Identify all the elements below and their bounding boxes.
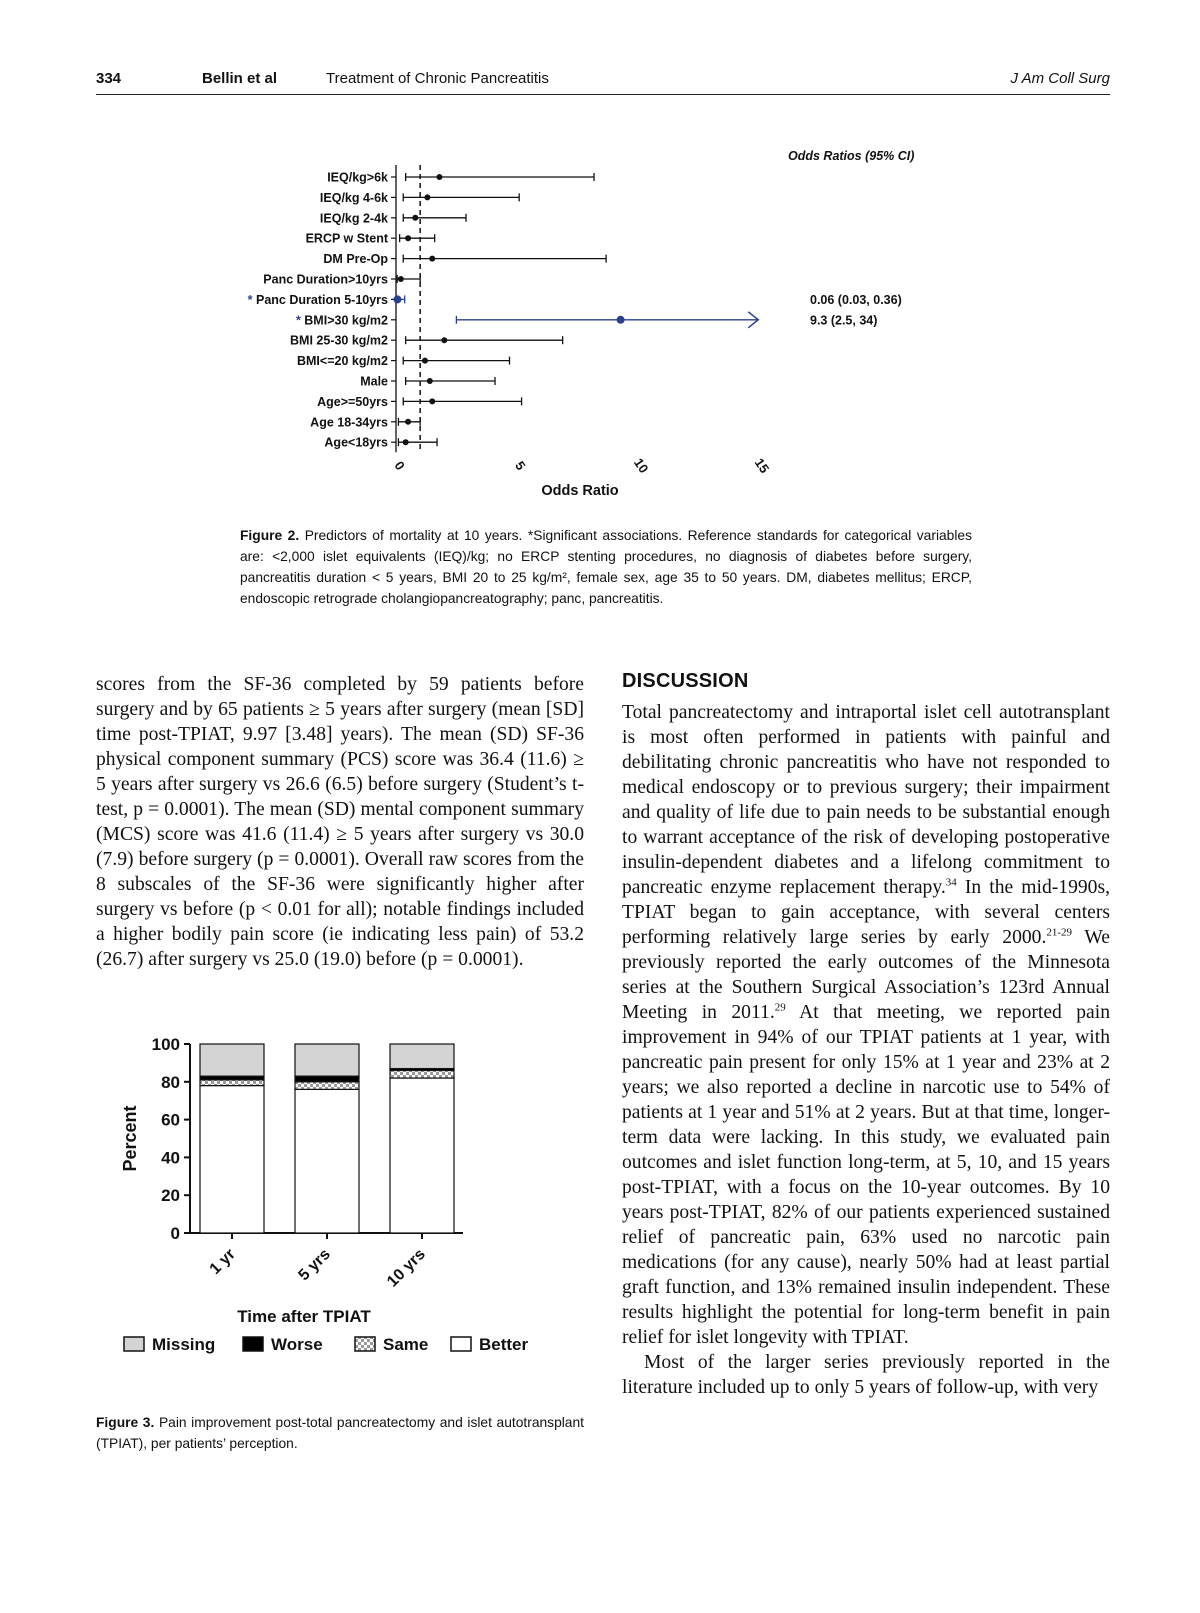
forest-row-label — [306, 232, 389, 246]
point-estimate — [398, 276, 404, 282]
y-tick-label: 0 — [170, 1224, 180, 1243]
figure-3-caption — [96, 1412, 584, 1454]
running-header — [96, 66, 1110, 95]
figure-2-caption — [240, 525, 972, 609]
forest-row-label — [323, 252, 388, 266]
sf36-results-paragraph: scores from the SF-36 completed by 59 patients before surgery and by 65 patients ≥ 5 years after surgery (mean [SD] time post-TPIAT, 9.97 [3.48] years). The mean (SD) SF-36 physical component summary (PCS) score was 36.4 (11.6) ≥ 5 years after surgery vs 26.6 (6.5) before surgery (Student’s t-test, p = 0.0001). The mean (SD) mental component summary (MCS) score was 41.6 (11.4) ≥ 5 years after surgery vs 30.0 (7.9) before surgery (p = 0.0001). Overall raw scores from the 8 subscales of the SF-36 were significantly higher after surgery vs before (p < 0.01 for all); notable findings included a higher bodily pain score (ie indicating less pain) of 53.2 (26.7) after surgery vs 25.0 (19.0) before (p = 0.0001). — [96, 674, 584, 970]
forest-row-label-text: IEQ/kg 2-4k — [319, 211, 388, 226]
citation-ref: 21-29 — [1046, 926, 1073, 939]
point-estimate — [429, 256, 435, 262]
forest-row-label-text: Age>=50yrs — [317, 394, 388, 409]
point-estimate — [422, 358, 428, 364]
legend-label: Worse — [271, 1335, 323, 1354]
figure-3-caption-text: Pain improvement post-total pancreatectomy and islet autotransplant (TPIAT), per patients’ perception. — [96, 1415, 584, 1451]
point-estimate — [424, 194, 430, 200]
journal-name: J Am Coll Surg — [1010, 70, 1110, 87]
left-column-text — [96, 672, 584, 972]
forest-row-label — [263, 273, 388, 287]
y-tick-label: 100 — [151, 1035, 180, 1054]
x-tick-label: 5 — [512, 458, 529, 473]
legend-label: Missing — [152, 1335, 216, 1354]
forest-row-label-text: IEQ/kg>6k — [327, 170, 388, 185]
legend-swatch — [355, 1337, 375, 1351]
forest-row-label — [310, 415, 388, 429]
forest-row-label — [320, 191, 388, 205]
point-estimate — [429, 398, 435, 404]
running-title: Treatment of Chronic Pancreatitis — [326, 70, 549, 87]
significance-star: * — [295, 313, 305, 328]
author-line: Bellin et al — [202, 70, 278, 87]
bar-segment — [295, 1044, 359, 1076]
bar-segment — [295, 1082, 359, 1090]
forest-row-label-text: BMI 25-30 kg/m2 — [290, 333, 388, 348]
forest-row-label — [248, 293, 388, 307]
bar-segment — [200, 1086, 264, 1233]
x-tick-label: 10 — [630, 455, 652, 476]
figure-3-bar-chart — [118, 1035, 590, 1405]
legend-label: Better — [479, 1335, 529, 1354]
discussion-text-segment: We previously reported the early outcomes of the Minnesota series at the Southern Surgical Association’s 123rd Annual Meeting in 2011. — [622, 927, 1110, 1023]
bar-segment — [200, 1080, 264, 1086]
point-estimate — [405, 235, 411, 241]
discussion-text-segment: In the mid-1990s, TPIAT began to gain acceptance, with several centers performing relatively large series by early 2000. — [622, 877, 1111, 948]
x-axis-label: Odds Ratio — [541, 483, 619, 499]
forest-row-label-text: IEQ/kg 4-6k — [319, 190, 388, 205]
citation-ref: 34 — [945, 876, 957, 889]
x-tick-label: 10 yrs — [384, 1245, 429, 1291]
y-tick-label: 20 — [161, 1186, 180, 1206]
x-tick-label: 1 yr — [206, 1245, 239, 1278]
bar-segment — [390, 1078, 454, 1233]
odds-ratio-annotation: 0.06 (0.03, 0.36) — [810, 292, 902, 307]
figure-2-caption-text: Predictors of mortality at 10 years. *Significant associations. Reference standards for categorical variables are: <2,000 islet equivalents (IEQ)/kg; no ERCP stenting procedures, no diagnosis of diabetes before surgery, pancreatitis duration < 5 years, BMI 20 to 25 kg/m², female sex, age 35 to 50 years. DM, diabetes mellitus; ERCP, endoscopic retrograde cholangiopancreatography; panc, pancreatitis. — [240, 528, 972, 606]
discussion-text-segment: Total pancreatectomy and intraportal islet cell autotransplant is most often performed in patients with painful and debilitating chronic pancreatitis who have not responded to medical endoscopy or to previous surgery; their impairment and quality of life due to pain needs to be substantial enough to warrant acceptance of the risk of developing postoperative insulin-dependent diabetes and a lifelong commitment to pancreatic enzyme replacement therapy. — [622, 702, 1110, 898]
legend-label: Same — [383, 1335, 429, 1354]
y-tick-label: 80 — [161, 1072, 180, 1092]
x-axis-label: Time after TPIAT — [237, 1307, 371, 1326]
figure-3-label: Figure 3. — [96, 1415, 155, 1430]
right-column-text — [622, 700, 1110, 1400]
x-tick-label: 5 yrs — [295, 1245, 334, 1285]
point-estimate — [405, 419, 411, 425]
point-estimate — [436, 174, 442, 180]
forest-row-label-text: Panc Duration>10yrs — [263, 272, 388, 287]
forest-row-label-text: Panc Duration 5-10yrs — [256, 292, 388, 307]
forest-row-label — [324, 436, 388, 450]
forest-row-label — [360, 375, 388, 389]
odds-ratio-annotation: 9.3 (2.5, 34) — [810, 313, 878, 328]
forest-row-label — [290, 334, 388, 348]
page-number: 334 — [96, 70, 122, 87]
y-tick-label: 40 — [161, 1148, 180, 1168]
x-tick-label: 0 — [391, 458, 408, 473]
citation-ref: 29 — [774, 1001, 786, 1014]
bar-segment — [390, 1044, 454, 1069]
bar-segment — [200, 1044, 264, 1076]
y-axis-label: Percent — [120, 1105, 140, 1172]
forest-row-label — [320, 211, 388, 225]
point-estimate — [393, 295, 401, 303]
bar-segment — [295, 1076, 359, 1082]
point-estimate — [412, 215, 418, 221]
discussion-paragraph-1 — [622, 700, 1110, 1350]
forest-row-label-text: Male — [360, 374, 388, 389]
forest-row-label — [297, 354, 388, 368]
y-tick-label: 60 — [161, 1110, 180, 1130]
forest-row-label-text: DM Pre-Op — [323, 252, 388, 267]
odds-ratio-header: Odds Ratios (95% CI) — [788, 149, 915, 163]
discussion-paragraph-2: Most of the larger series previously reported in the literature included up to only 5 years of follow-up, with very — [622, 1352, 1110, 1398]
forest-row-label — [296, 313, 388, 327]
forest-row-label-text: Age<18yrs — [324, 435, 388, 450]
discussion-text-segment: At that meeting, we reported pain improvement in 94% of our TPIAT patients at 1 year, with pancreatic pain present for only 15% at 1 year and 23% at 2 years; we also reported a decline in narcotic use to 54% of patients at 1 year and 51% at 2 years. But at that time, longer-term data were lacking. In this study, we evaluated pain outcomes and islet function long-term, at 5, 10, and 15 years post-TPIAT, with a focus on the 10-year outcomes. By 10 years post-TPIAT, 82% of our patients experienced sustained relief of pancreatic pain, 63% used no narcotic pain medications (for any cause), nearly 50% had at least partial graft function, and 13% remained insulin independent. These results highlight the potential for long-term benefit in pain relief for islet longevity with TPIAT. — [622, 1002, 1110, 1348]
legend-swatch — [124, 1337, 144, 1351]
point-estimate — [441, 337, 447, 343]
x-tick-label: 15 — [751, 455, 773, 476]
figure-2-forest-plot — [230, 140, 990, 520]
forest-row-label — [317, 395, 388, 409]
forest-row-label-text: ERCP w Stent — [305, 231, 388, 246]
discussion-heading: DISCUSSION — [622, 670, 749, 692]
bar-segment — [390, 1070, 454, 1078]
forest-row-label-text: BMI<=20 kg/m2 — [296, 354, 388, 369]
forest-row-label-text: Age 18-34yrs — [310, 415, 388, 430]
point-estimate — [403, 439, 409, 445]
figure-2-label: Figure 2. — [240, 528, 300, 543]
forest-row-label-text: BMI>30 kg/m2 — [304, 313, 388, 328]
legend-swatch — [243, 1337, 263, 1351]
point-estimate — [617, 316, 625, 324]
forest-row-label — [327, 171, 388, 185]
significance-star: * — [247, 292, 256, 307]
legend-swatch — [451, 1337, 471, 1351]
bar-segment — [295, 1089, 359, 1233]
point-estimate — [427, 378, 433, 384]
